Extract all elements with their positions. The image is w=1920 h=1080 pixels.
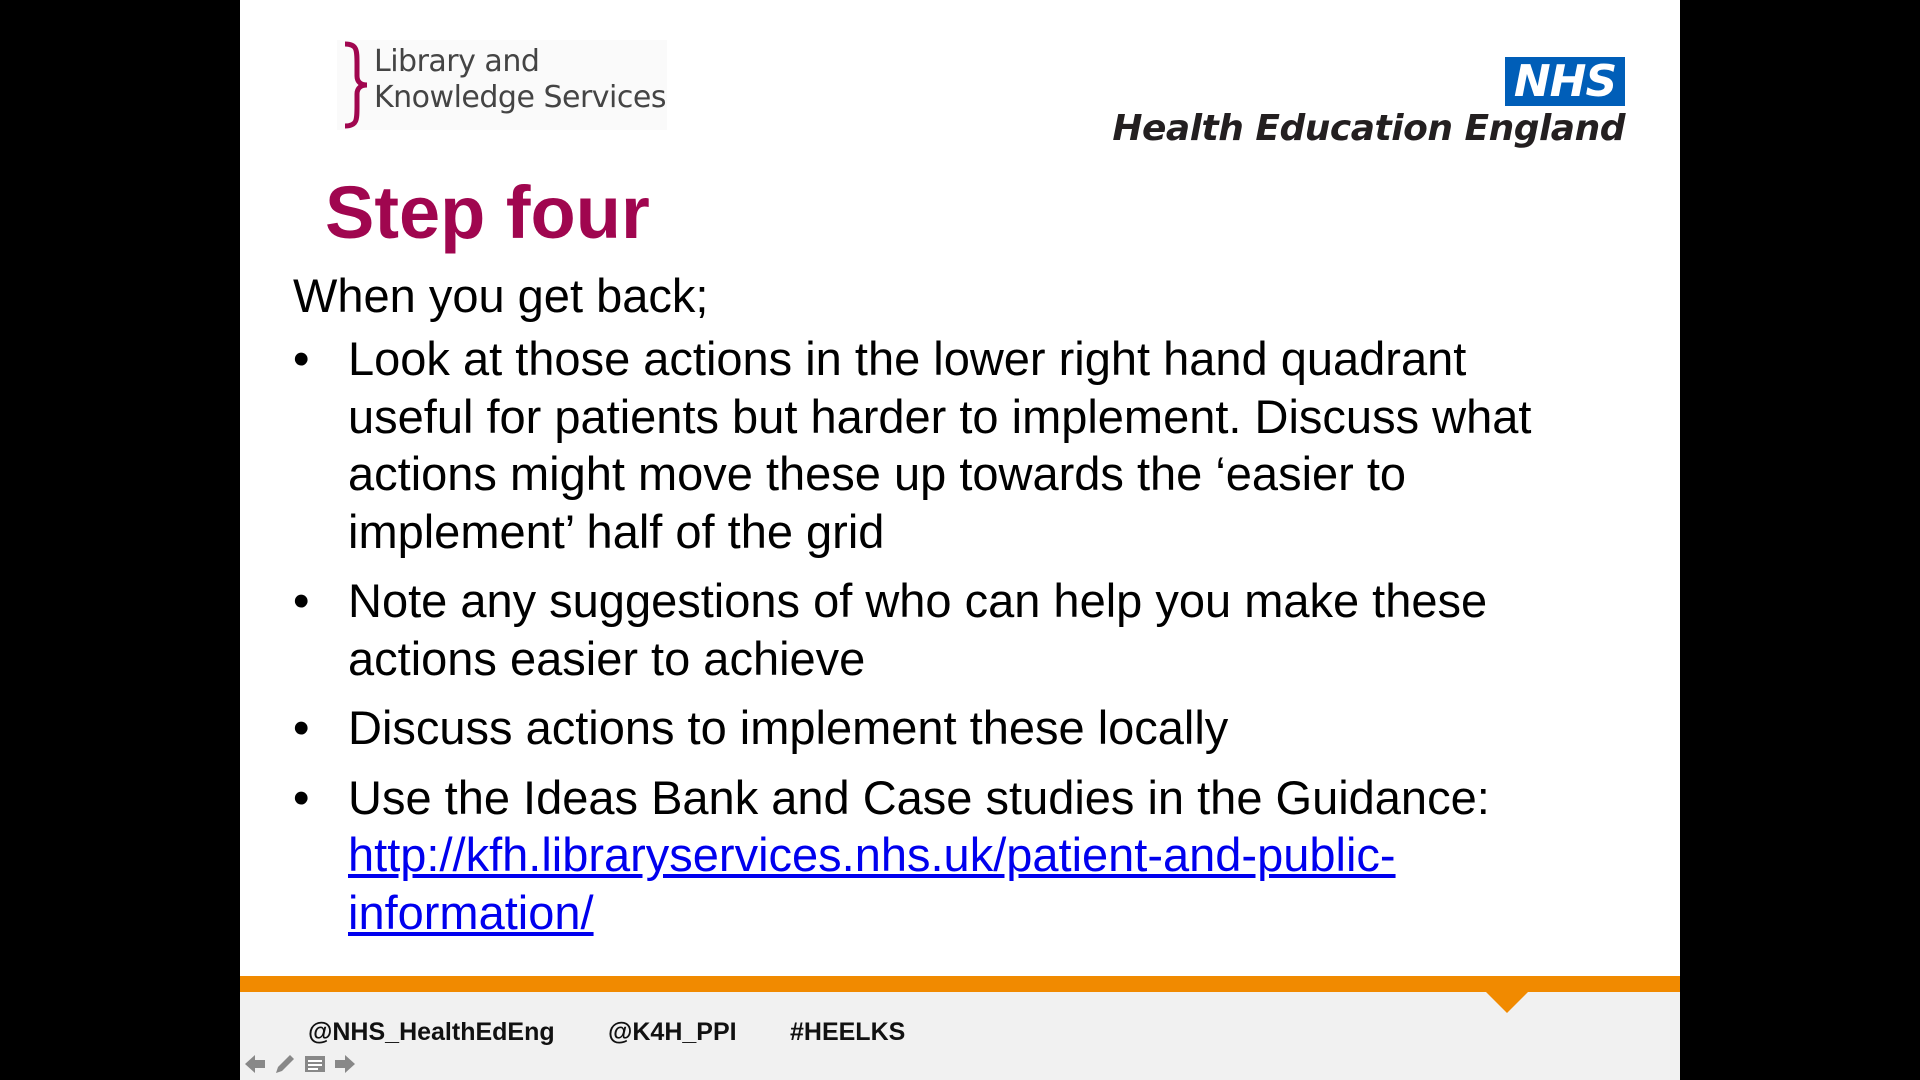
bullet-text: Note any suggestions of who can help you make these actions easier to achieve <box>348 574 1488 685</box>
lks-logo-text <box>374 44 666 116</box>
bullet-list <box>293 330 1563 953</box>
footer-handle-k4h: @K4H_PPI <box>608 1018 737 1046</box>
bullet-item <box>293 769 1563 942</box>
pen-icon[interactable] <box>272 1051 298 1077</box>
brace-icon <box>337 40 371 130</box>
slide-title: Step four <box>325 171 650 254</box>
bullet-dot: • <box>293 701 310 754</box>
bullet-text: Use the Ideas Bank and Case studies in the Guidance: <box>348 770 1490 824</box>
nhs-logo: NHS <box>1505 57 1625 106</box>
previous-arrow-icon[interactable] <box>242 1051 268 1077</box>
slideshow-controls <box>242 1050 358 1078</box>
bullet-item <box>293 572 1563 687</box>
bullet-item <box>293 330 1563 560</box>
hee-name: Health Education England <box>1112 108 1625 149</box>
lks-logo-line1: Library and <box>374 44 540 79</box>
library-knowledge-services-logo <box>337 40 667 130</box>
bullet-text: Discuss actions to implement these locally <box>348 701 1229 754</box>
lks-logo-line2: Knowledge Services <box>374 80 666 115</box>
footer-notch <box>1485 991 1529 1013</box>
guidance-link[interactable]: http://kfh.libraryservices.nhs.uk/patient-and-public-information/ <box>348 828 1396 939</box>
slide-intro: When you get back; <box>293 269 709 322</box>
next-arrow-icon[interactable] <box>332 1051 358 1077</box>
footer-orange-bar <box>240 976 1680 992</box>
slide <box>240 0 1680 1080</box>
bullet-dot: • <box>293 574 310 627</box>
bullet-dot: • <box>293 770 310 824</box>
footer-handle-hee: @NHS_HealthEdEng <box>308 1018 555 1046</box>
bullet-dot: • <box>293 332 310 385</box>
slide-menu-icon[interactable] <box>302 1051 328 1077</box>
bullet-item <box>293 699 1563 757</box>
bullet-text: Look at those actions in the lower right hand quadrant useful for patients but harder to implement. Discuss what actions might move these up towards the ‘easier to implement’ half of the grid <box>348 332 1532 558</box>
footer-hashtag: #HEELKS <box>790 1018 906 1046</box>
